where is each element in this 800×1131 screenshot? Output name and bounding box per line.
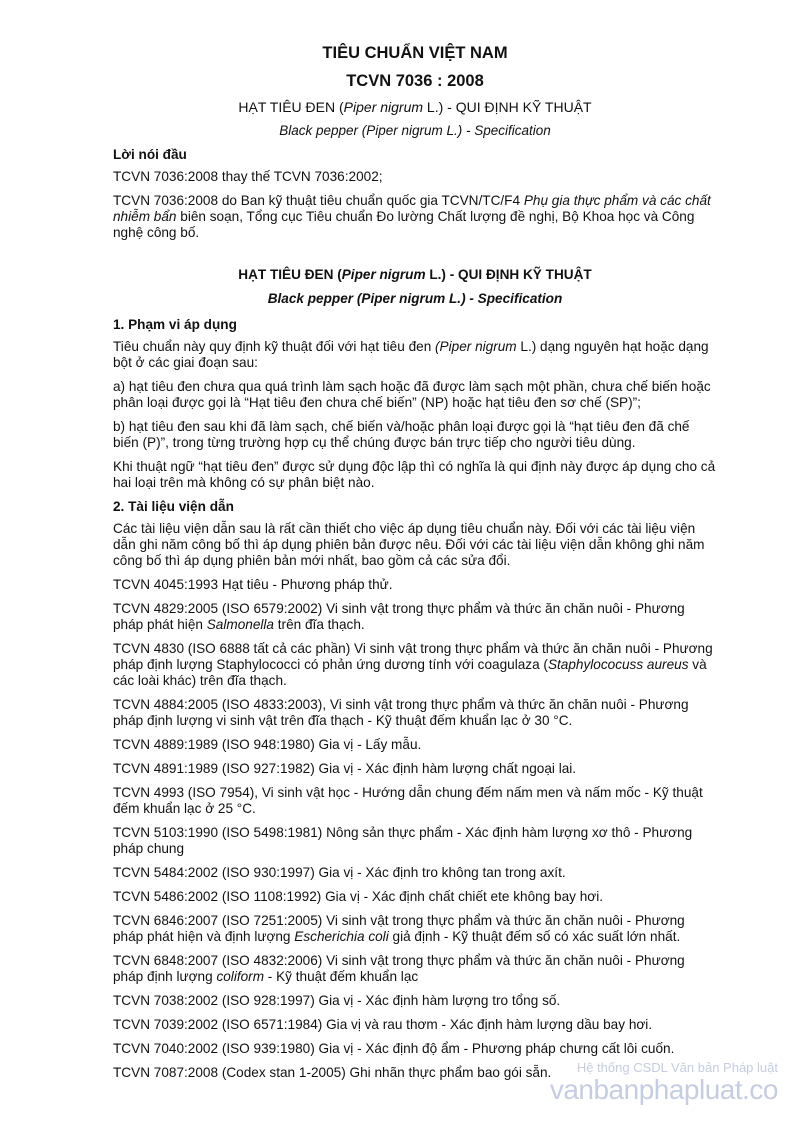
foreword-heading: Lời nói đầu — [113, 147, 187, 162]
ref-item: TCVN 7039:2002 (ISO 6571:1984) Gia vị và rau thơm - Xác định hàm lượng dầu bay hơi. — [113, 1017, 653, 1032]
ref-item: TCVN 4829:2005 (ISO 6579:2002) Vi sinh vật trong thực phẩm và thức ăn chăn nuôi - Phương pháp phát hiện Salmonella trên đĩa thạch. — [113, 601, 685, 632]
refs-heading: 2. Tài liệu viện dẫn — [113, 499, 234, 514]
ref-item: TCVN 4884:2005 (ISO 4833:2003), Vi sinh vật trong thực phẩm và thức ăn chăn nuôi - Phương pháp định lượng vi sinh vật trên đĩa thạch - Kỹ thuật đếm khuẩn lạc ở 30 °C. — [113, 697, 689, 728]
ref-item: TCVN 4045:1993 Hạt tiêu - Phương pháp thử. — [113, 577, 393, 592]
ref-item: TCVN 4889:1989 (ISO 948:1980) Gia vị - Lấy mẫu. — [113, 737, 422, 752]
ref-item: TCVN 5486:2002 (ISO 1108:1992) Gia vị - Xác định chất chiết ete không bay hơi. — [113, 889, 604, 904]
scope-paragraph: a) hạt tiêu đen chưa qua quá trình làm sạch hoặc đã được làm sạch một phần, chưa chế biến hoặc phân loại được gọi là “Hạt tiêu đen chưa chế biến” (NP) hoặc hạt tiêu đen sơ chế (SP)”; — [113, 379, 711, 410]
doc-title-vi: HẠT TIÊU ĐEN (Piper nigrum L.) - QUI ĐỊNH KỸ THUẬT — [238, 99, 592, 115]
ref-item: TCVN 6846:2007 (ISO 7251:2005) Vi sinh vật trong thực phẩm và thức ăn chăn nuôi - Phương pháp phát hiện và định lượng Escherichia coli giả định - Kỹ thuật đếm số có xác suất lớn nhất. — [113, 913, 685, 944]
ref-item: TCVN 6848:2007 (ISO 4832:2006) Vi sinh vật trong thực phẩm và thức ăn chăn nuôi - Phương pháp định lượng coliform - Kỹ thuật đếm khuẩn lạc — [113, 953, 685, 984]
watermark-caption: Hệ thống CSDL Văn bản Pháp luật — [576, 1060, 778, 1075]
ref-item: TCVN 7038:2002 (ISO 928:1997) Gia vị - Xác định hàm lượng tro tổng số. — [113, 993, 561, 1008]
doc-standard-number: TCVN 7036 : 2008 — [346, 72, 484, 90]
main-title: HẠT TIÊU ĐEN (Piper nigrum L.) - QUI ĐỊNH KỸ THUẬT — [238, 267, 592, 282]
ref-item: TCVN 4993 (ISO 7954), Vi sinh vật học - Hướng dẫn chung đếm nấm men và nấm mốc - Kỹ thuật đếm khuẩn lạc ở 25 °C. — [113, 785, 703, 816]
ref-item: TCVN 7087:2008 (Codex stan 1-2005) Ghi nhãn thực phẩm bao gói sẵn. — [113, 1065, 552, 1080]
ref-item: TCVN 5484:2002 (ISO 930:1997) Gia vị - Xác định tro không tan trong axít. — [113, 865, 566, 880]
refs-intro: Các tài liệu viện dẫn sau là rất cần thiết cho việc áp dụng tiêu chuẩn này. Đối với các tài liệu viện dẫn ghi năm công bố thì áp dụng phiên bản được nêu. Đối với các tài liệu viện dẫn không ghi năm công bố thì áp dụng phiên bản mới nhất, bao gồm cả các sửa đổi. — [113, 521, 705, 568]
ref-item: TCVN 4830 (ISO 6888 tất cả các phần) Vi sinh vật trong thực phẩm và thức ăn chăn nuôi - Phương pháp định lượng Staphylococci có phản ứng dương tính với coagulaza (Staphylococuss aureus và các loài khác) trên đĩa thạch. — [113, 641, 713, 688]
ref-item: TCVN 4891:1989 (ISO 927:1982) Gia vị - Xác định hàm lượng chất ngoại lai. — [113, 761, 577, 776]
foreword-paragraph: TCVN 7036:2008 thay thế TCVN 7036:2002; — [113, 169, 383, 184]
scope-paragraph: Khi thuật ngữ “hạt tiêu đen” được sử dụng độc lập thì có nghĩa là qui định này được áp dụng cho cả hai loại trên mà không có sự phân biệt nào. — [113, 459, 716, 490]
ref-item: TCVN 7040:2002 (ISO 939:1980) Gia vị - Xác định độ ẩm - Phương pháp chưng cất lôi cuốn. — [113, 1041, 675, 1056]
doc-standard-label: TIÊU CHUẨN VIỆT NAM — [322, 44, 508, 62]
main-subtitle: Black pepper (Piper nigrum L.) - Specification — [267, 291, 563, 306]
scope-heading: 1. Phạm vi áp dụng — [113, 317, 237, 332]
ref-item: TCVN 5103:1990 (ISO 5498:1981) Nông sản thực phẩm - Xác định hàm lượng xơ thô - Phương pháp chung — [113, 825, 693, 856]
scope-paragraph: Tiêu chuẩn này quy định kỹ thuật đối với hạt tiêu đen (Piper nigrum L.) dạng nguyên hạt hoặc dạng bột ở các giai đoạn sau: — [113, 339, 709, 370]
doc-title-en: Black pepper (Piper nigrum L.) - Specification — [279, 123, 551, 138]
foreword-paragraph: TCVN 7036:2008 do Ban kỹ thuật tiêu chuẩn quốc gia TCVN/TC/F4 Phụ gia thực phẩm và các chất nhiễm bẩn biên soạn, Tổng cục Tiêu chuẩn Đo lường Chất lượng đề nghị, Bộ Khoa học và Công nghệ công bố. — [113, 193, 711, 240]
document-body — [113, 147, 717, 1089]
scope-paragraph: b) hạt tiêu đen sau khi đã làm sạch, chế biến và/hoặc phân loại được gọi là “hạt tiêu đen đã chế biến (P)”, trong từng trường hợp cụ thể chúng được bán trực tiếp cho người tiêu dùng. — [113, 419, 690, 450]
watermark-site: vanbanphapluat.co — [549, 1074, 778, 1105]
